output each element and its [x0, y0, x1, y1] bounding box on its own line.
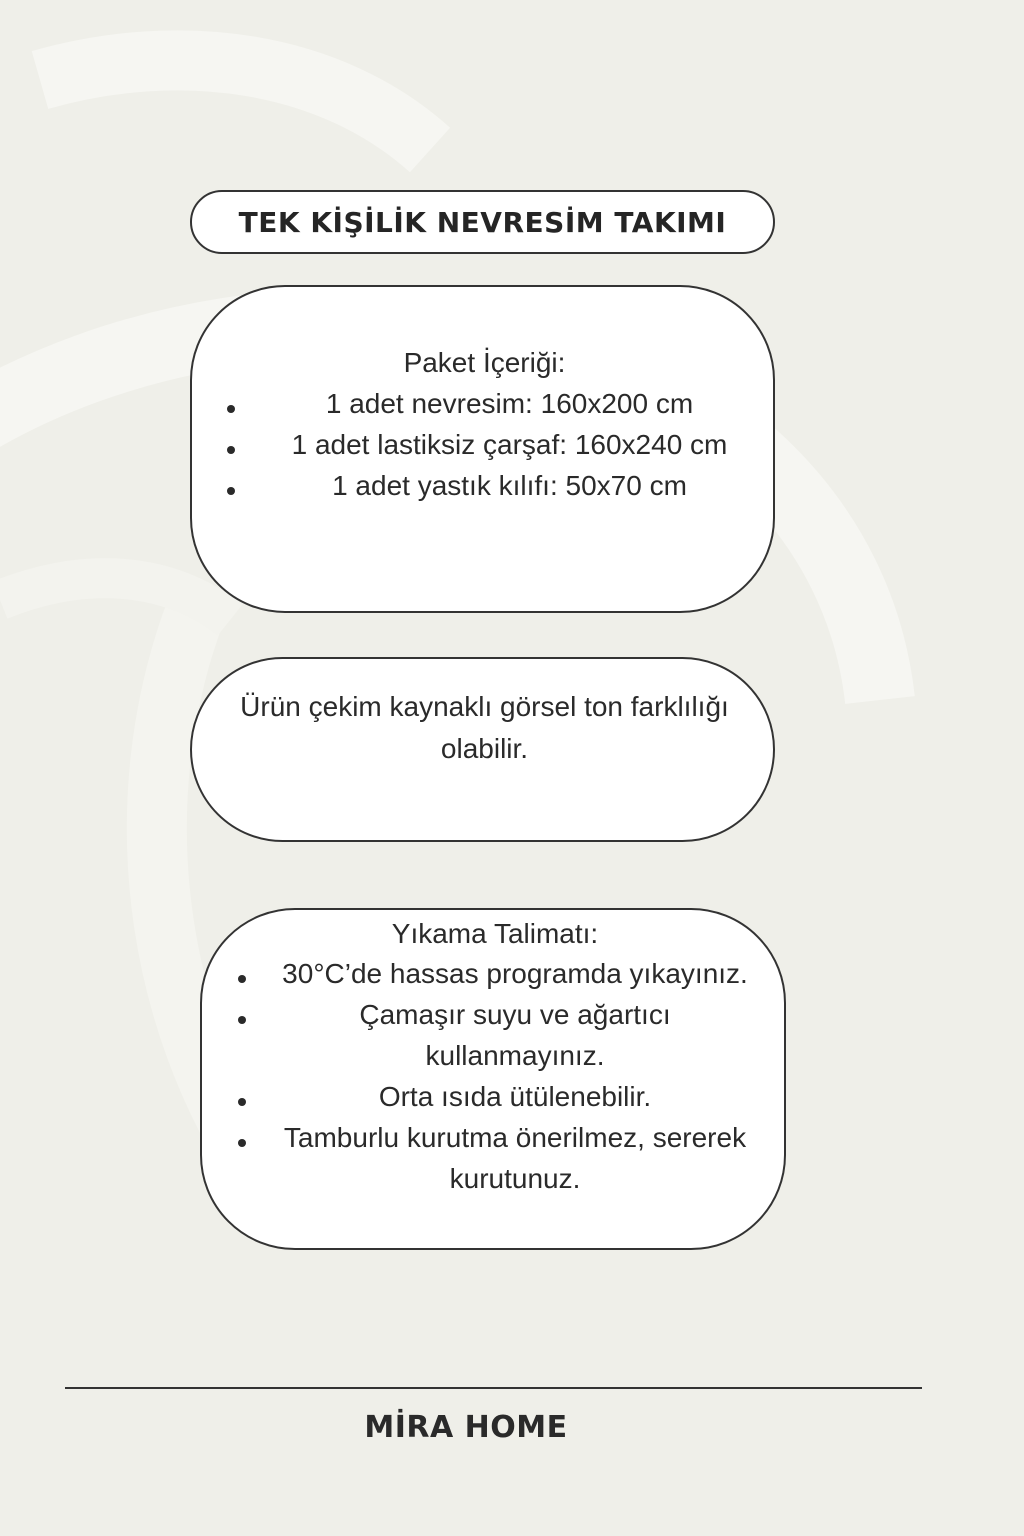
note-line-1: Ürün çekim kaynaklı görsel ton farklılığı [240, 691, 729, 722]
care-item: Tamburlu kurutma önerilmez, sererek [283, 1122, 747, 1153]
care-item: Orta ısıda ütülenebilir. [378, 1081, 652, 1112]
page-title: TEK KİŞİLİK NEVRESİM TAKIMI [238, 205, 727, 239]
bullet-icon [238, 1098, 246, 1106]
bullet-icon [238, 1016, 246, 1024]
washing-instructions-box [200, 908, 786, 1250]
brand-name: MİRA HOME [364, 1410, 568, 1445]
package-item: 1 adet lastiksiz çarşaf: 160x240 cm [291, 429, 728, 460]
package-item: 1 adet yastık kılıfı: 50x70 cm [332, 470, 687, 501]
package-contents-box [190, 285, 775, 613]
care-heading: Yıkama Talimatı: [391, 918, 599, 949]
care-item-continued: kullanmayınız. [425, 1040, 605, 1071]
package-item: 1 adet nevresim: 160x200 cm [325, 388, 694, 419]
note-line-2: olabilir. [440, 733, 529, 764]
title-pill [190, 190, 775, 254]
bullet-icon [238, 975, 246, 983]
package-heading: Paket İçeriği: [403, 347, 566, 378]
care-item: 30°C’de hassas programda yıkayınız. [282, 958, 748, 989]
color-difference-note-box [190, 657, 775, 842]
bullet-icon [238, 1139, 246, 1147]
care-item: Çamaşır suyu ve ağartıcı [359, 999, 671, 1030]
footer-divider [65, 1387, 922, 1389]
care-item-continued: kurutunuz. [449, 1163, 581, 1194]
